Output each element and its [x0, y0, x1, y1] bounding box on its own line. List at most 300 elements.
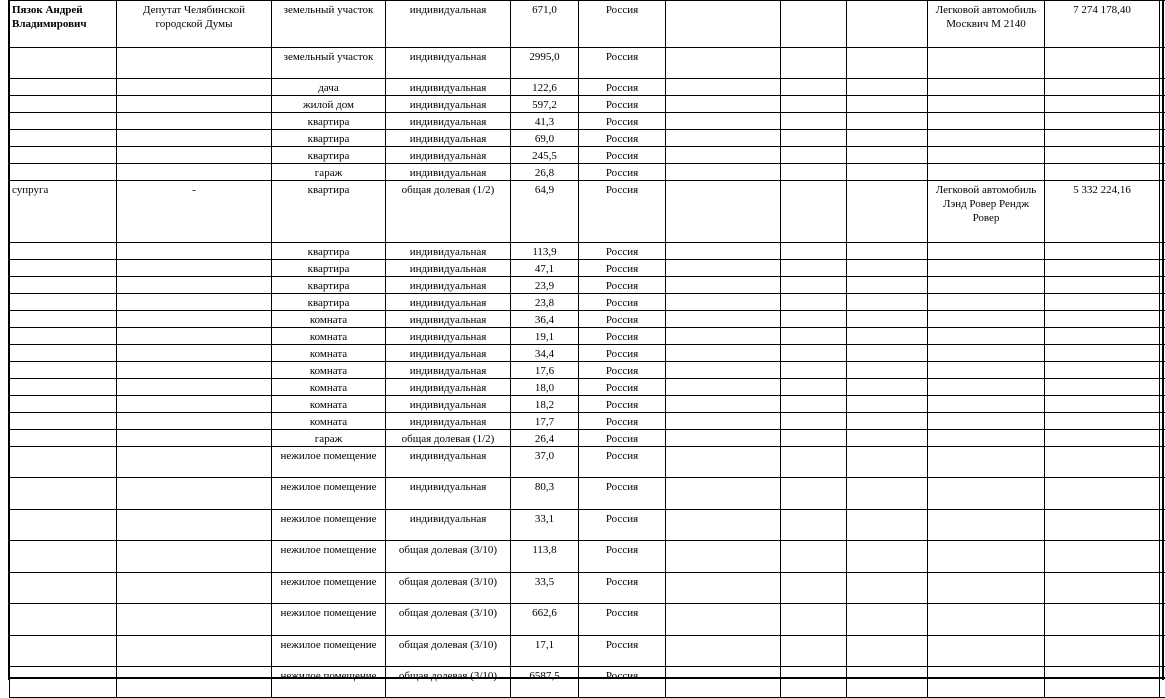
cell-object: квартира: [272, 113, 386, 130]
cell-country: Россия: [579, 164, 666, 181]
cell-income: [1045, 345, 1160, 362]
cell-country: Россия: [579, 1, 666, 48]
cell-income: [1045, 510, 1160, 541]
cell-empty: [666, 447, 781, 478]
cell-empty: [1160, 604, 1165, 636]
cell-object: нежилое помещение: [272, 667, 386, 698]
table-row: [10, 345, 1165, 362]
cell-object: квартира: [272, 181, 386, 243]
cell-empty: [666, 430, 781, 447]
cell-country: Россия: [579, 277, 666, 294]
cell-empty: [1160, 277, 1165, 294]
cell-position: [117, 294, 272, 311]
cell-area: 33,5: [511, 573, 579, 604]
cell-empty: [781, 541, 847, 573]
cell-vehicle: [928, 130, 1045, 147]
cell-empty: [781, 604, 847, 636]
cell-vehicle: [928, 667, 1045, 698]
cell-position: [117, 396, 272, 413]
table-row: [10, 147, 1165, 164]
cell-empty: [666, 328, 781, 345]
cell-vehicle: [928, 164, 1045, 181]
cell-empty: [781, 311, 847, 328]
cell-empty: [1160, 48, 1165, 79]
cell-empty: [847, 379, 928, 396]
cell-name: [10, 573, 117, 604]
cell-empty: [1160, 243, 1165, 260]
cell-name: [10, 96, 117, 113]
cell-object: квартира: [272, 130, 386, 147]
cell-empty: [847, 573, 928, 604]
cell-empty: [781, 96, 847, 113]
cell-empty: [666, 396, 781, 413]
cell-empty: [847, 311, 928, 328]
cell-ownership: индивидуальная: [386, 294, 511, 311]
cell-empty: [1160, 362, 1165, 379]
cell-ownership: индивидуальная: [386, 413, 511, 430]
cell-income: [1045, 636, 1160, 667]
cell-empty: [666, 311, 781, 328]
cell-country: Россия: [579, 113, 666, 130]
cell-country: Россия: [579, 147, 666, 164]
cell-area: 122,6: [511, 79, 579, 96]
table-row: [10, 79, 1165, 96]
cell-name: Пязок Андрей Владимирович: [10, 1, 117, 48]
cell-country: Россия: [579, 541, 666, 573]
table-row: [10, 447, 1165, 478]
cell-empty: [781, 181, 847, 243]
cell-object: нежилое помещение: [272, 573, 386, 604]
cell-empty: [847, 345, 928, 362]
cell-empty: [847, 328, 928, 345]
cell-empty: [781, 362, 847, 379]
cell-empty: [666, 164, 781, 181]
cell-country: Россия: [579, 430, 666, 447]
cell-country: Россия: [579, 311, 666, 328]
cell-empty: [1160, 328, 1165, 345]
cell-income: [1045, 430, 1160, 447]
cell-name: [10, 396, 117, 413]
cell-empty: [781, 294, 847, 311]
cell-income: [1045, 478, 1160, 510]
table-row: [10, 478, 1165, 510]
cell-empty: [847, 510, 928, 541]
cell-empty: [1160, 636, 1165, 667]
cell-name: [10, 311, 117, 328]
cell-object: дача: [272, 79, 386, 96]
cell-empty: [1160, 379, 1165, 396]
cell-empty: [666, 130, 781, 147]
table-row: [10, 113, 1165, 130]
cell-vehicle: [928, 573, 1045, 604]
cell-country: Россия: [579, 604, 666, 636]
cell-empty: [781, 510, 847, 541]
cell-position: [117, 345, 272, 362]
cell-name: [10, 130, 117, 147]
cell-ownership: индивидуальная: [386, 243, 511, 260]
cell-empty: [1160, 345, 1165, 362]
cell-position: [117, 447, 272, 478]
cell-empty: [781, 573, 847, 604]
cell-country: Россия: [579, 181, 666, 243]
cell-empty: [847, 396, 928, 413]
table-row: [10, 667, 1165, 698]
cell-object: квартира: [272, 277, 386, 294]
cell-empty: [1160, 667, 1165, 698]
cell-area: 17,1: [511, 636, 579, 667]
cell-name: [10, 328, 117, 345]
cell-position: [117, 541, 272, 573]
cell-empty: [847, 294, 928, 311]
cell-ownership: общая долевая (3/10): [386, 636, 511, 667]
cell-empty: [666, 113, 781, 130]
cell-ownership: общая долевая (1/2): [386, 430, 511, 447]
table-row: [10, 260, 1165, 277]
cell-empty: [781, 345, 847, 362]
cell-empty: [847, 48, 928, 79]
cell-empty: [666, 277, 781, 294]
table-row: [10, 573, 1165, 604]
table-body: [10, 1, 1165, 698]
cell-income: [1045, 277, 1160, 294]
cell-ownership: индивидуальная: [386, 345, 511, 362]
cell-empty: [781, 667, 847, 698]
cell-empty: [847, 447, 928, 478]
cell-empty: [781, 130, 847, 147]
cell-position: [117, 260, 272, 277]
cell-vehicle: [928, 604, 1045, 636]
cell-area: 34,4: [511, 345, 579, 362]
cell-position: [117, 311, 272, 328]
cell-empty: [1160, 573, 1165, 604]
cell-empty: [666, 541, 781, 573]
cell-ownership: индивидуальная: [386, 79, 511, 96]
cell-name: [10, 413, 117, 430]
cell-income: [1045, 164, 1160, 181]
cell-name: [10, 362, 117, 379]
cell-vehicle: [928, 311, 1045, 328]
cell-name: [10, 147, 117, 164]
cell-country: Россия: [579, 573, 666, 604]
cell-empty: [1160, 541, 1165, 573]
cell-area: 64,9: [511, 181, 579, 243]
cell-ownership: индивидуальная: [386, 260, 511, 277]
cell-empty: [666, 478, 781, 510]
cell-vehicle: [928, 379, 1045, 396]
cell-empty: [666, 48, 781, 79]
cell-empty: [666, 379, 781, 396]
cell-area: 33,1: [511, 510, 579, 541]
cell-vehicle: [928, 478, 1045, 510]
table-row: [10, 510, 1165, 541]
cell-empty: [781, 79, 847, 96]
cell-object: квартира: [272, 294, 386, 311]
table-row: [10, 328, 1165, 345]
cell-empty: [1160, 79, 1165, 96]
cell-income: [1045, 243, 1160, 260]
table-row: [10, 541, 1165, 573]
table-row: [10, 277, 1165, 294]
cell-vehicle: [928, 447, 1045, 478]
cell-empty: [781, 447, 847, 478]
cell-empty: [666, 243, 781, 260]
cell-empty: [666, 79, 781, 96]
cell-object: нежилое помещение: [272, 541, 386, 573]
cell-empty: [666, 260, 781, 277]
declaration-table: [9, 0, 1165, 698]
cell-income: [1045, 396, 1160, 413]
cell-vehicle: [928, 510, 1045, 541]
cell-income: 5 332 224,16: [1045, 181, 1160, 243]
cell-area: 17,7: [511, 413, 579, 430]
cell-area: 23,8: [511, 294, 579, 311]
cell-object: комната: [272, 328, 386, 345]
cell-object: комната: [272, 311, 386, 328]
cell-area: 36,4: [511, 311, 579, 328]
cell-position: [117, 164, 272, 181]
cell-empty: [847, 147, 928, 164]
table-row: [10, 1, 1165, 48]
cell-country: Россия: [579, 362, 666, 379]
table-row: [10, 396, 1165, 413]
cell-empty: [847, 430, 928, 447]
cell-area: 17,6: [511, 362, 579, 379]
cell-empty: [1160, 478, 1165, 510]
cell-name: [10, 510, 117, 541]
cell-empty: [666, 294, 781, 311]
cell-ownership: индивидуальная: [386, 277, 511, 294]
cell-empty: [666, 1, 781, 48]
cell-vehicle: [928, 277, 1045, 294]
cell-position: [117, 667, 272, 698]
cell-position: [117, 147, 272, 164]
cell-country: Россия: [579, 478, 666, 510]
cell-empty: [847, 604, 928, 636]
cell-country: Россия: [579, 96, 666, 113]
cell-position: [117, 573, 272, 604]
cell-income: [1045, 311, 1160, 328]
cell-position: [117, 430, 272, 447]
cell-income: [1045, 413, 1160, 430]
cell-empty: [847, 636, 928, 667]
cell-empty: [781, 147, 847, 164]
cell-country: Россия: [579, 379, 666, 396]
cell-empty: [1160, 311, 1165, 328]
cell-vehicle: [928, 345, 1045, 362]
cell-empty: [847, 277, 928, 294]
cell-empty: [666, 345, 781, 362]
cell-position: [117, 478, 272, 510]
table-row: [10, 636, 1165, 667]
cell-name: [10, 604, 117, 636]
cell-vehicle: [928, 541, 1045, 573]
cell-position: [117, 328, 272, 345]
cell-vehicle: [928, 260, 1045, 277]
cell-ownership: индивидуальная: [386, 147, 511, 164]
cell-country: Россия: [579, 413, 666, 430]
cell-area: 597,2: [511, 96, 579, 113]
cell-country: Россия: [579, 130, 666, 147]
cell-income: [1045, 667, 1160, 698]
cell-object: комната: [272, 362, 386, 379]
cell-ownership: индивидуальная: [386, 478, 511, 510]
cell-income: [1045, 130, 1160, 147]
cell-country: Россия: [579, 48, 666, 79]
cell-vehicle: [928, 147, 1045, 164]
table-row: [10, 379, 1165, 396]
cell-area: 41,3: [511, 113, 579, 130]
cell-vehicle: [928, 636, 1045, 667]
cell-empty: [781, 277, 847, 294]
cell-empty: [1160, 113, 1165, 130]
cell-vehicle: Легковой автомобиль Москвич М 2140: [928, 1, 1045, 48]
cell-ownership: общая долевая (3/10): [386, 541, 511, 573]
cell-empty: [847, 243, 928, 260]
cell-name: [10, 478, 117, 510]
cell-empty: [1160, 260, 1165, 277]
cell-empty: [1160, 510, 1165, 541]
cell-income: [1045, 573, 1160, 604]
cell-empty: [1160, 147, 1165, 164]
cell-empty: [847, 164, 928, 181]
cell-income: [1045, 604, 1160, 636]
cell-empty: [666, 96, 781, 113]
cell-vehicle: [928, 48, 1045, 79]
cell-empty: [781, 478, 847, 510]
cell-empty: [847, 541, 928, 573]
table-row: [10, 243, 1165, 260]
cell-income: [1045, 260, 1160, 277]
cell-empty: [781, 636, 847, 667]
cell-income: 7 274 178,40: [1045, 1, 1160, 48]
cell-empty: [1160, 430, 1165, 447]
cell-area: 671,0: [511, 1, 579, 48]
cell-empty: [847, 181, 928, 243]
table-row: [10, 294, 1165, 311]
cell-empty: [847, 113, 928, 130]
cell-position: [117, 362, 272, 379]
cell-name: [10, 79, 117, 96]
cell-object: квартира: [272, 260, 386, 277]
cell-empty: [847, 478, 928, 510]
cell-income: [1045, 447, 1160, 478]
cell-vehicle: [928, 328, 1045, 345]
cell-area: 6587,5: [511, 667, 579, 698]
cell-area: 26,4: [511, 430, 579, 447]
cell-name: [10, 243, 117, 260]
cell-position: -: [117, 181, 272, 243]
cell-object: нежилое помещение: [272, 447, 386, 478]
cell-income: [1045, 79, 1160, 96]
cell-empty: [781, 243, 847, 260]
cell-area: 37,0: [511, 447, 579, 478]
cell-object: земельный участок: [272, 48, 386, 79]
cell-vehicle: [928, 396, 1045, 413]
cell-income: [1045, 147, 1160, 164]
cell-position: [117, 113, 272, 130]
cell-empty: [781, 1, 847, 48]
cell-vehicle: [928, 79, 1045, 96]
cell-income: [1045, 294, 1160, 311]
cell-ownership: индивидуальная: [386, 447, 511, 478]
cell-name: [10, 294, 117, 311]
cell-ownership: индивидуальная: [386, 96, 511, 113]
cell-name: [10, 113, 117, 130]
cell-name: [10, 447, 117, 478]
cell-vehicle: Легковой автомобиль Лэнд Ровер Рендж Ровер: [928, 181, 1045, 243]
cell-vehicle: [928, 243, 1045, 260]
cell-area: 113,9: [511, 243, 579, 260]
cell-empty: [847, 362, 928, 379]
cell-income: [1045, 96, 1160, 113]
cell-empty: [666, 362, 781, 379]
cell-empty: [1160, 294, 1165, 311]
cell-ownership: индивидуальная: [386, 113, 511, 130]
cell-position: Депутат Челябинской городской Думы: [117, 1, 272, 48]
cell-ownership: индивидуальная: [386, 328, 511, 345]
table-row: [10, 48, 1165, 79]
cell-ownership: индивидуальная: [386, 311, 511, 328]
cell-position: [117, 48, 272, 79]
cell-object: нежилое помещение: [272, 636, 386, 667]
cell-empty: [781, 379, 847, 396]
cell-empty: [847, 260, 928, 277]
cell-income: [1045, 113, 1160, 130]
cell-ownership: общая долевая (3/10): [386, 667, 511, 698]
cell-ownership: общая долевая (1/2): [386, 181, 511, 243]
cell-position: [117, 277, 272, 294]
cell-name: [10, 260, 117, 277]
cell-empty: [1160, 447, 1165, 478]
cell-area: 245,5: [511, 147, 579, 164]
table-row: [10, 311, 1165, 328]
cell-empty: [666, 636, 781, 667]
cell-area: 662,6: [511, 604, 579, 636]
cell-position: [117, 130, 272, 147]
cell-empty: [847, 96, 928, 113]
cell-name: [10, 379, 117, 396]
cell-name: [10, 667, 117, 698]
cell-object: земельный участок: [272, 1, 386, 48]
cell-empty: [781, 396, 847, 413]
table-row: [10, 181, 1165, 243]
table-row: [10, 164, 1165, 181]
cell-country: Россия: [579, 294, 666, 311]
cell-country: Россия: [579, 345, 666, 362]
cell-area: 18,0: [511, 379, 579, 396]
cell-country: Россия: [579, 396, 666, 413]
table-row: [10, 430, 1165, 447]
cell-empty: [666, 510, 781, 541]
cell-country: Россия: [579, 243, 666, 260]
cell-object: нежилое помещение: [272, 510, 386, 541]
cell-area: 69,0: [511, 130, 579, 147]
cell-empty: [1160, 130, 1165, 147]
cell-vehicle: [928, 294, 1045, 311]
cell-name: [10, 277, 117, 294]
cell-position: [117, 413, 272, 430]
cell-ownership: общая долевая (3/10): [386, 604, 511, 636]
cell-area: 18,2: [511, 396, 579, 413]
cell-country: Россия: [579, 510, 666, 541]
cell-vehicle: [928, 413, 1045, 430]
cell-ownership: общая долевая (3/10): [386, 573, 511, 604]
cell-area: 80,3: [511, 478, 579, 510]
cell-name: [10, 345, 117, 362]
cell-ownership: индивидуальная: [386, 130, 511, 147]
cell-object: комната: [272, 413, 386, 430]
cell-position: [117, 96, 272, 113]
